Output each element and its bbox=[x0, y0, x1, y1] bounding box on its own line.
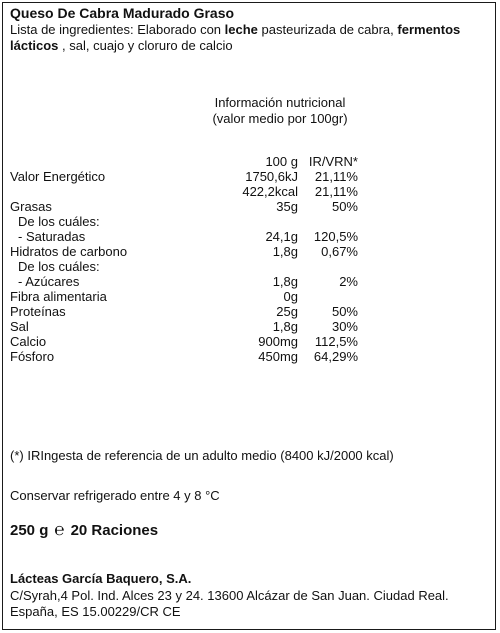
nutrient-qty: 1,8g bbox=[272, 244, 298, 259]
nutrient-qty: 1750,6kJ bbox=[245, 169, 298, 184]
table-row bbox=[0, 169, 500, 184]
product-title: Queso De Cabra Madurado Graso bbox=[10, 5, 235, 21]
header-qty: 100 g bbox=[265, 154, 298, 169]
table-row bbox=[0, 334, 500, 349]
ingredients-text: pasteurizada de cabra, bbox=[257, 22, 398, 37]
nutrient-qty: 422,2kcal bbox=[242, 184, 298, 199]
address-line1: C/Syrah,4 Pol. Ind. Alces 23 y 24. 13600 Alcázar de San Juan. Ciudad Real. bbox=[10, 588, 449, 603]
ingredients-text: , sal, cuajo y cloruro de calcio bbox=[58, 38, 233, 53]
table-row bbox=[0, 259, 500, 274]
nutrient-qty: 25g bbox=[276, 304, 298, 319]
storage-instructions: Conservar refrigerado entre 4 y 8 °C bbox=[10, 488, 220, 503]
table-row bbox=[0, 199, 500, 214]
ingredients-list bbox=[10, 22, 480, 54]
table-header bbox=[0, 154, 500, 169]
table-row bbox=[0, 319, 500, 334]
table-row bbox=[0, 214, 500, 229]
nutrient-pct: 30% bbox=[331, 319, 358, 334]
header-pct: IR/VRN* bbox=[308, 154, 358, 169]
ingredients-text: Lista de ingredientes: Elaborado con bbox=[10, 22, 225, 37]
weight-amount: 250 g bbox=[10, 521, 49, 539]
nutrient-pct: 64,29% bbox=[313, 349, 358, 364]
nutrient-label: Proteínas bbox=[10, 304, 66, 319]
nutrient-label: - Saturadas bbox=[18, 229, 86, 244]
nutrient-label: De los cuáles: bbox=[18, 259, 100, 274]
nutrient-label: De los cuáles: bbox=[18, 214, 100, 229]
net-weight bbox=[10, 520, 158, 540]
nutrient-label: - Azúcares bbox=[18, 274, 80, 289]
nutrition-heading-line2: (valor medio por 100gr) bbox=[212, 111, 348, 126]
nutrient-label: Calcio bbox=[10, 334, 47, 349]
nutrient-qty: 0g bbox=[283, 289, 298, 304]
table-row bbox=[0, 229, 500, 244]
nutrient-pct: 21,11% bbox=[314, 169, 358, 184]
nutrition-heading bbox=[0, 95, 500, 127]
footnote: (*) IRIngesta de referencia de un adulto medio (8400 kJ/2000 kcal) bbox=[10, 448, 394, 463]
nutrient-label: Grasas bbox=[10, 199, 52, 214]
nutrient-label: Hidratos de carbono bbox=[10, 244, 128, 259]
allergen-milk: leche bbox=[224, 22, 258, 37]
nutrient-pct: 2% bbox=[339, 274, 358, 289]
nutrient-label: Fósforo bbox=[10, 349, 55, 364]
nutrient-qty: 450mg bbox=[258, 349, 298, 364]
allergen-ferments: fermentos lácticos bbox=[10, 22, 461, 53]
nutrient-pct: 112,5% bbox=[314, 334, 358, 349]
nutrient-qty: 35g bbox=[276, 199, 298, 214]
address-line2: España, ES 15.00229/CR CE bbox=[10, 604, 181, 619]
estimated-sign-icon: ℮ bbox=[54, 520, 65, 539]
nutrient-qty: 900mg bbox=[258, 334, 298, 349]
company-name: Lácteas García Baquero, S.A. bbox=[10, 571, 192, 586]
table-row bbox=[0, 349, 500, 364]
nutrient-pct: 50% bbox=[331, 199, 358, 214]
nutrient-pct: 0,67% bbox=[321, 244, 358, 259]
table-row bbox=[0, 184, 500, 199]
table-row bbox=[0, 304, 500, 319]
nutrient-qty: 24,1g bbox=[265, 229, 298, 244]
nutrient-label: Valor Energético bbox=[10, 169, 106, 184]
nutrient-pct: 21,11% bbox=[314, 184, 358, 199]
nutrient-pct: 120,5% bbox=[313, 229, 358, 244]
nutrient-label: Fibra alimentaria bbox=[10, 289, 107, 304]
nutrient-pct: 50% bbox=[331, 304, 358, 319]
table-row bbox=[0, 289, 500, 304]
table-row bbox=[0, 244, 500, 259]
company-address bbox=[10, 588, 490, 620]
nutrient-label: Sal bbox=[10, 319, 29, 334]
servings: 20 Raciones bbox=[70, 521, 159, 539]
table-row bbox=[0, 274, 500, 289]
nutrition-heading-line1: Información nutricional bbox=[214, 95, 346, 110]
nutrient-qty: 1,8g bbox=[272, 319, 298, 334]
nutrient-qty: 1,8g bbox=[272, 274, 298, 289]
